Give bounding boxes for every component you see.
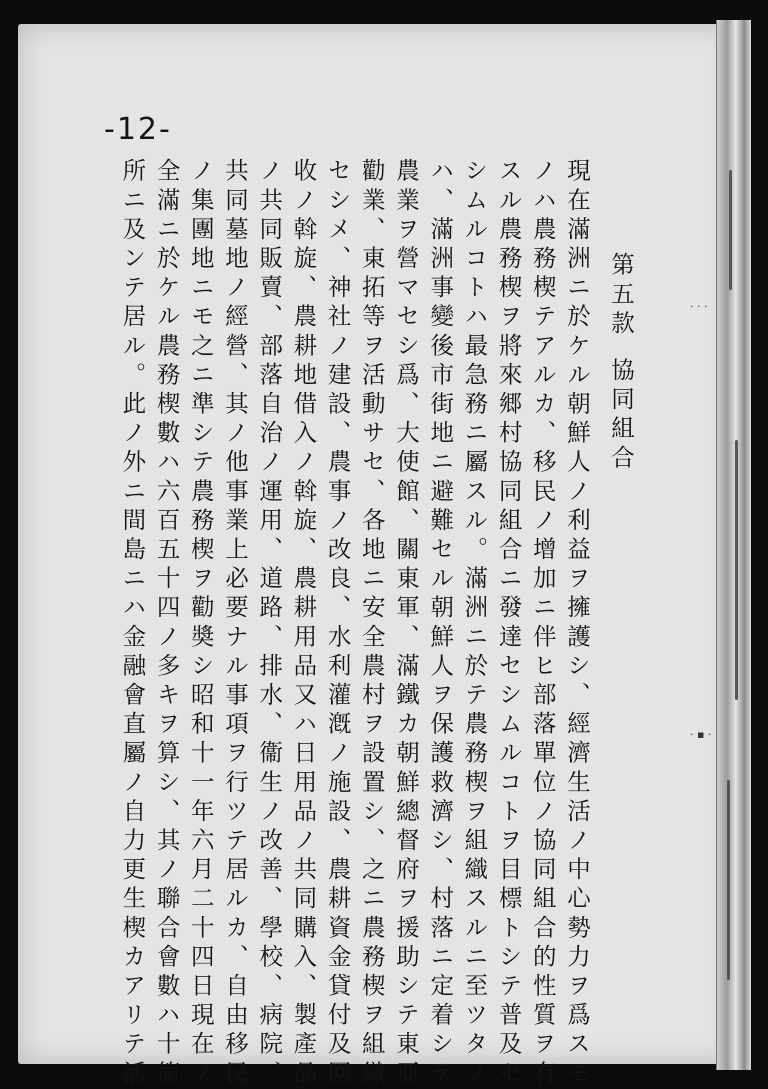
text-column: スル農務楔ヲ將來郷村協同組合ニ發達セシムルコトヲ目標トシテ普及セ (494, 158, 523, 1089)
text-column: 全滿ニ於ケル農務楔數ハ六百五十四ノ多キヲ算シ、其ノ聯合會數ハ十箇 (152, 158, 181, 1089)
book-gutter (716, 20, 751, 1070)
section-heading (604, 252, 638, 474)
text-column: 農業ヲ營マセシ爲、大使館、關東軍、滿鐵カ朝鮮總督府ヲ援助シテ東亞 (392, 158, 420, 1089)
section-title: 協同組合 (607, 357, 635, 474)
text-column: 勸業、東拓等ヲ活動サセ、各地ニ安全農村ヲ設置シ、之ニ農務楔ヲ組織 (357, 158, 386, 1089)
text-column: 收ノ斡旋、農耕地借入ノ斡旋、農耕用品又ハ日用品ノ共同購入、製產品 (289, 158, 318, 1089)
text-column: 所ニ及ンテ居ル。此ノ外ニ間島ニハ金融會直屬ノ自力更生楔カアリテ活 (118, 158, 147, 1089)
text-column: ハ、滿洲事變後市街地ニ避難セル朝鮮人ヲ保護救濟シ、村落ニ定着シテ (426, 158, 455, 1089)
page-number: -12- (104, 112, 172, 147)
text-column: 現在滿洲ニ於ケル朝鮮人ノ利益ヲ擁護シ、經濟生活ノ中心勢力ヲ爲スモ (563, 158, 591, 1089)
text-column: セシメ、神社ノ建設、農事ノ改良、水利灌漑ノ施設、農耕資金貸付及回 (323, 158, 352, 1089)
section-number: 第五款 (607, 252, 635, 340)
text-column: シムルコトハ最急務ニ屬スル。滿洲ニ於テ農務楔ヲ組織スルニ至ツタノ (460, 158, 489, 1089)
text-column: ノハ農務楔テアルカ、移民ノ增加ニ伴ヒ部落單位ノ協同組合的性質ヲ有 (528, 158, 557, 1089)
margin-mark: · ▪ · (690, 728, 712, 741)
text-column: ノ集團地ニモ之ニ準シテ農務楔ヲ勸奬シ昭和十一年六月二十四日現在ノ (186, 158, 215, 1089)
text-column: ノ共同販賣、部落自治ノ運用、道路、排水、衞生ノ改善、學校、病院、 (255, 158, 284, 1089)
text-column: 共同墓地ノ經營、其ノ他事業上必要ナル事項ヲ行ツテ居ルカ、自由移民 (221, 158, 249, 1089)
margin-mark: · · · (690, 300, 708, 313)
